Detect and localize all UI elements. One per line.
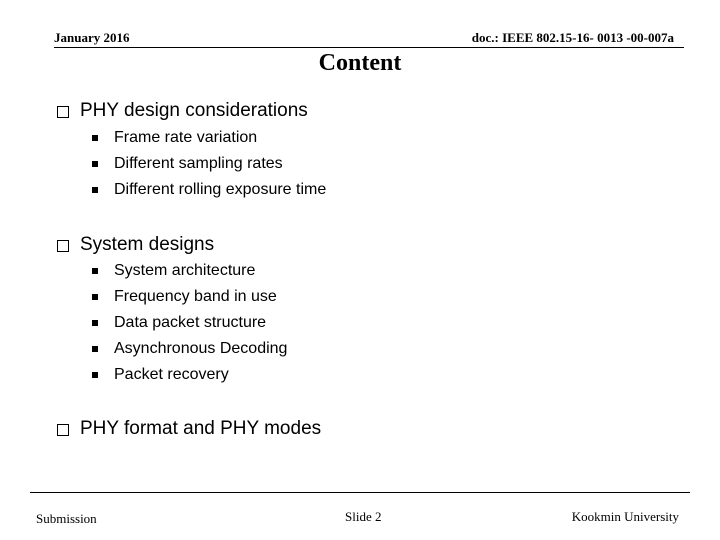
square-bullet-icon xyxy=(92,372,98,378)
square-bullet-icon xyxy=(92,268,98,274)
square-bullet-icon xyxy=(92,135,98,141)
section-phy-design xyxy=(57,100,308,122)
square-bullet-icon xyxy=(92,161,98,167)
checkbox-bullet-icon xyxy=(57,240,69,252)
list-item-text: Different rolling exposure time xyxy=(114,181,327,198)
checkbox-bullet-icon xyxy=(57,106,69,118)
list-item xyxy=(92,314,266,332)
list-item-text: Packet recovery xyxy=(114,366,229,383)
section-system-designs xyxy=(57,234,214,256)
list-item xyxy=(92,262,255,280)
header-date: January 2016 xyxy=(54,30,130,45)
slide-title: Content xyxy=(318,50,402,76)
square-bullet-icon xyxy=(92,294,98,300)
footer-slide-number: Slide 2 xyxy=(345,509,382,524)
square-bullet-icon xyxy=(92,187,98,193)
footer-divider xyxy=(30,492,690,493)
list-item xyxy=(92,288,277,306)
footer-affiliation: Kookmin University xyxy=(571,509,679,524)
list-item xyxy=(92,366,229,384)
list-item-text: Frequency band in use xyxy=(114,288,277,305)
square-bullet-icon xyxy=(92,346,98,352)
checkbox-bullet-icon xyxy=(57,424,69,436)
section-label: PHY design considerations xyxy=(80,100,308,121)
list-item xyxy=(92,129,257,147)
list-item-text: Different sampling rates xyxy=(114,155,283,172)
footer-submission: Submission xyxy=(36,511,97,526)
list-item-text: System architecture xyxy=(114,262,256,279)
section-label: PHY format and PHY modes xyxy=(80,418,322,439)
list-item xyxy=(92,155,283,173)
section-label: System designs xyxy=(80,234,215,255)
header-divider xyxy=(54,47,684,48)
list-item-text: Asynchronous Decoding xyxy=(114,340,288,357)
section-phy-format xyxy=(57,418,321,440)
list-item xyxy=(92,181,326,199)
header-doc-id: doc.: IEEE 802.15-16- 0013 -00-007a xyxy=(471,30,674,45)
list-item-text: Frame rate variation xyxy=(114,129,258,146)
list-item-text: Data packet structure xyxy=(114,314,267,331)
square-bullet-icon xyxy=(92,320,98,326)
list-item xyxy=(92,340,287,358)
